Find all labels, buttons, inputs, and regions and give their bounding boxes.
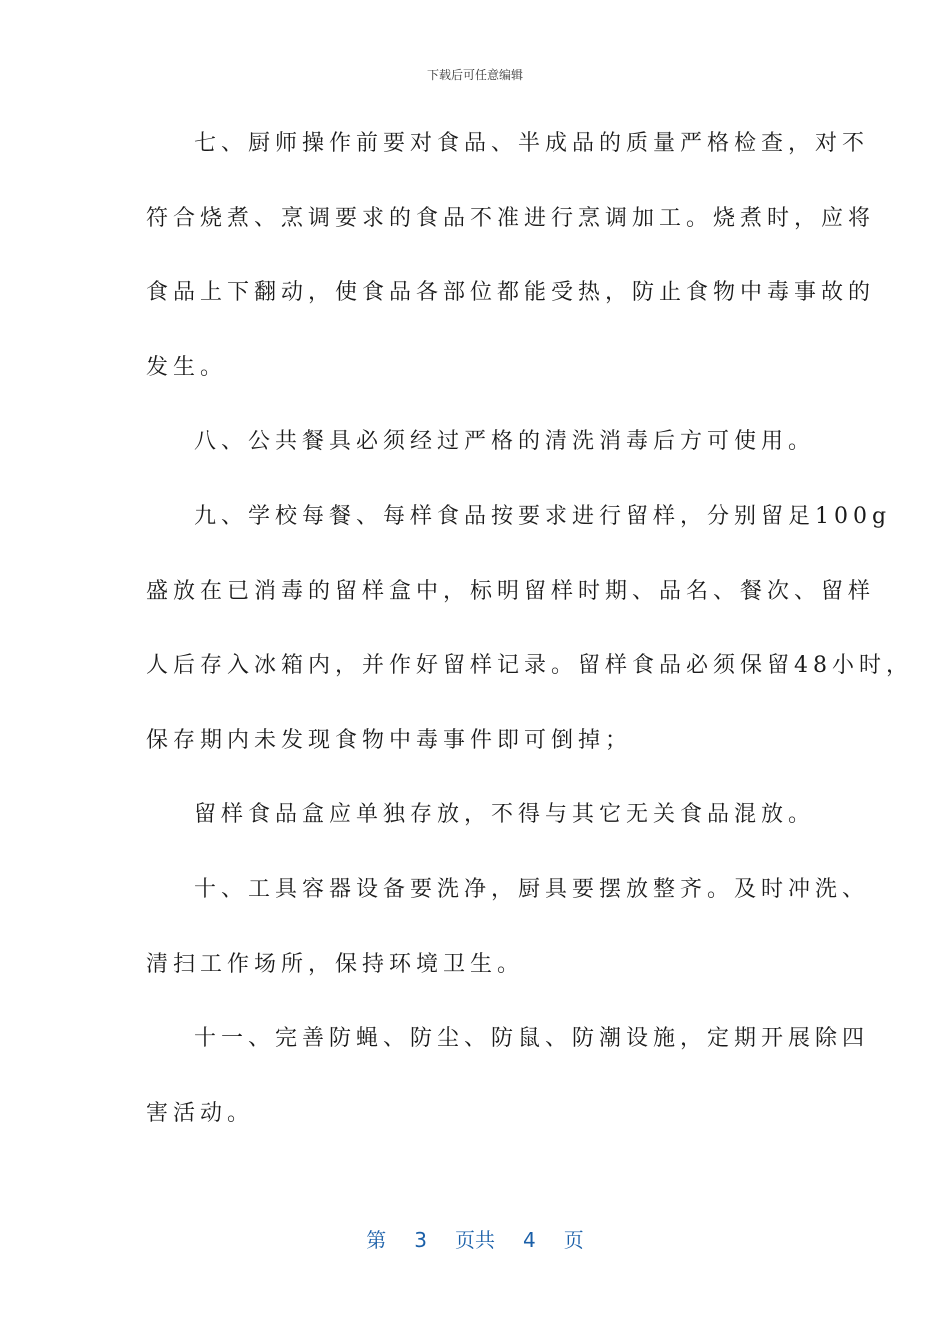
- paragraph-line: 人后存入冰箱内，并作好留样记录。留样食品必须保留48小时，: [146, 653, 913, 679]
- paragraph-line: 清扫工作场所，保持环境卫生。: [146, 951, 525, 977]
- paragraph-line: 害活动。: [146, 1100, 255, 1126]
- footer-suffix: 页: [563, 1228, 584, 1252]
- paragraph-line: 八、公共餐具必须经过严格的清洗消毒后方可使用。: [194, 429, 816, 455]
- paragraph-line: 十、工具容器设备要洗净，厨具要摆放整齐。及时冲洗、: [194, 876, 870, 902]
- paragraph-line: 七、厨师操作前要对食品、半成品的质量严格检查，对不: [194, 131, 870, 156]
- paragraph-line: 保存期内未发现食物中毒事件即可倒掉；: [146, 727, 633, 753]
- paragraph-line: 符合烧煮、烹调要求的食品不准进行烹调加工。烧煮时，应将: [146, 205, 876, 231]
- footer-prefix: 第: [366, 1228, 387, 1252]
- paragraph-line: 发生。: [146, 354, 228, 380]
- paragraph-line: 留样食品盒应单独存放，不得与其它无关食品混放。: [194, 802, 816, 828]
- paragraph-line: 食品上下翻动，使食品各部位都能受热，防止食物中毒事故的: [146, 280, 876, 306]
- paragraph-line: 盛放在已消毒的留样盒中，标明留样时期、品名、餐次、留样: [146, 578, 876, 604]
- document-body: [146, 118, 913, 1162]
- page-footer: [0, 1224, 950, 1253]
- paragraph-line: 十一、完善防蝇、防尘、防鼠、防潮设施，定期开展除四: [194, 1026, 870, 1052]
- page-header-note: 下载后可任意编辑: [426, 68, 523, 82]
- footer-middle: 页共: [455, 1228, 495, 1252]
- footer-total-pages: 4: [523, 1228, 536, 1252]
- paragraph-line: 九、学校每餐、每样食品按要求进行留样，分别留足100g: [194, 503, 892, 529]
- footer-current-page: 3: [414, 1228, 427, 1252]
